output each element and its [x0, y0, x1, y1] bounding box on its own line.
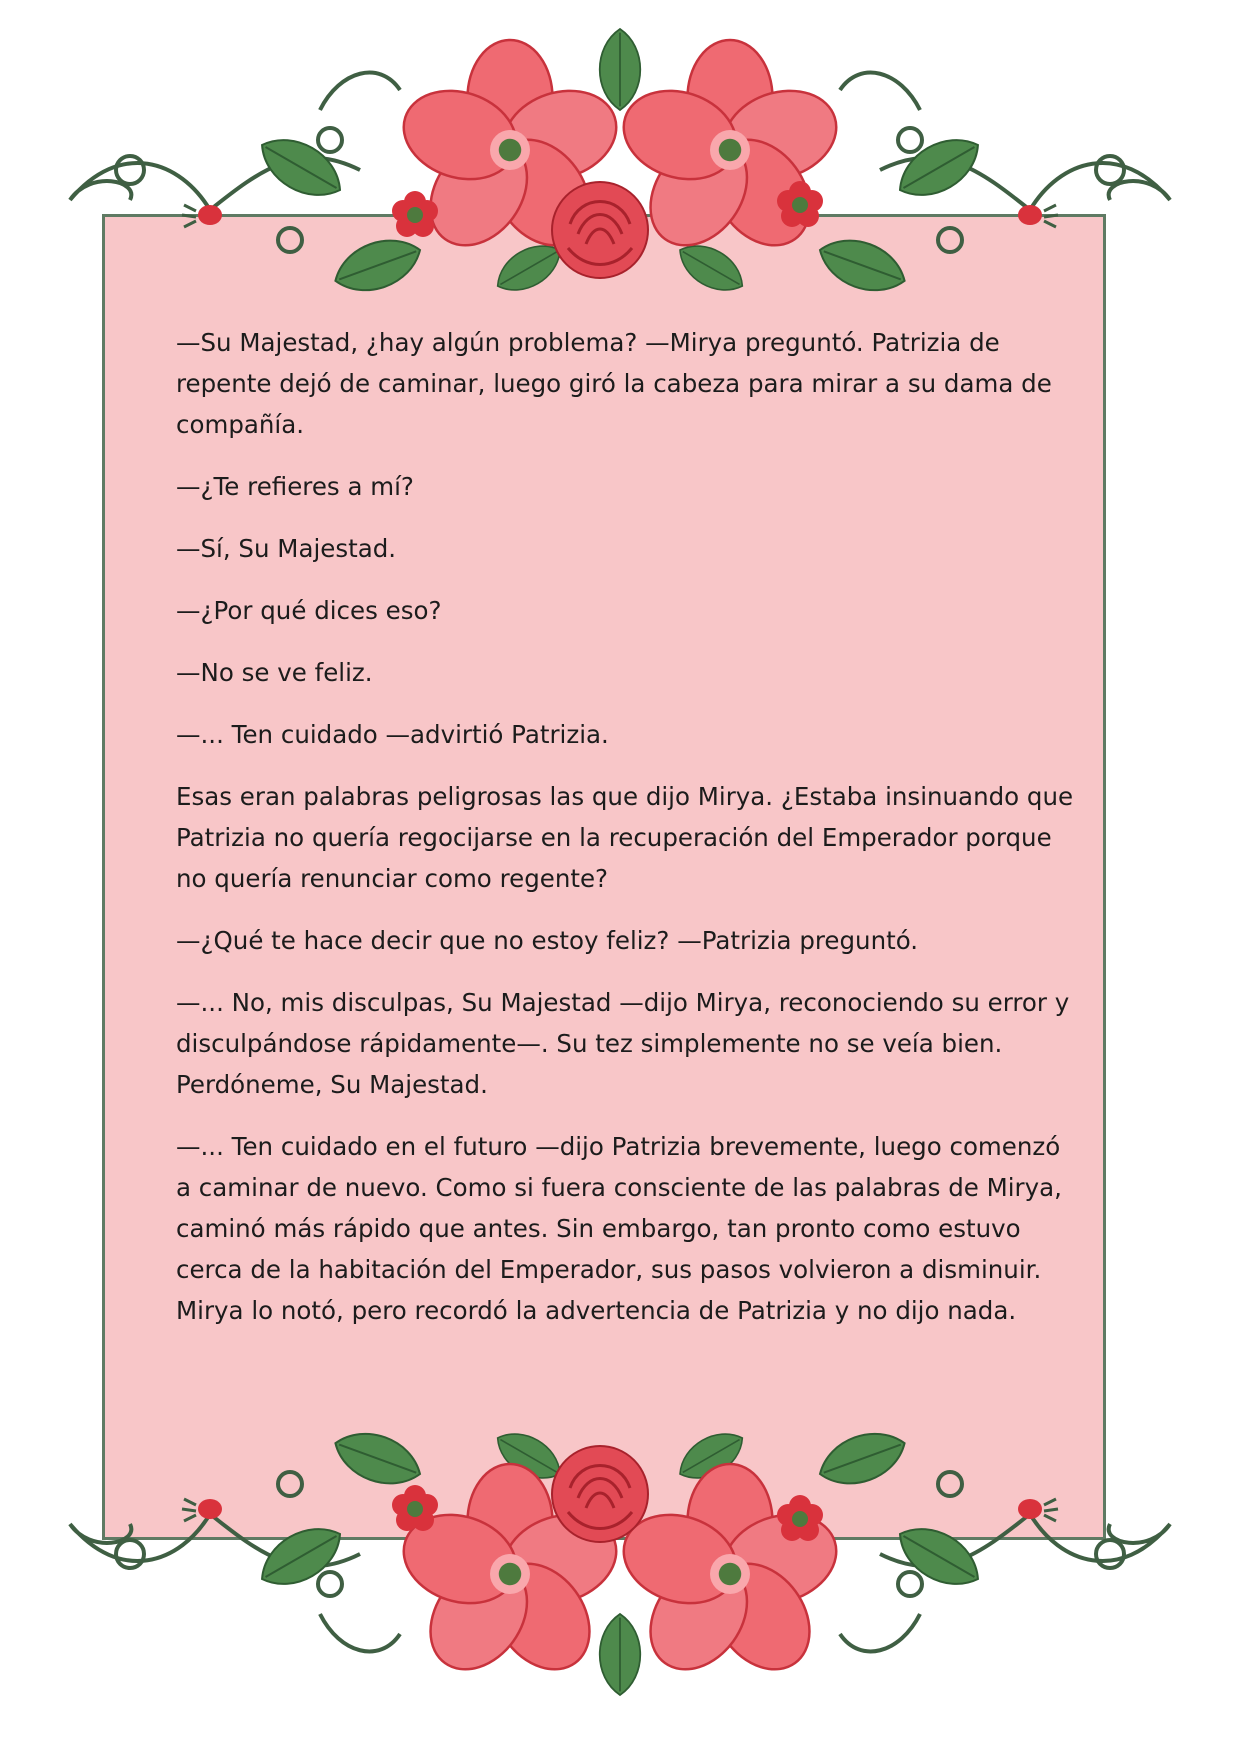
paragraph: —Su Majestad, ¿hay algún problema? —Mirya preguntó. Patrizia de repente dejó de caminar, luego giró la cabeza para mirar a su dama de compañía. [176, 328, 1052, 439]
paragraph: —¿Por qué dices eso? [176, 596, 442, 625]
floral-border-top [0, 0, 1240, 300]
floral-border-bottom [0, 1424, 1240, 1724]
paragraph: Esas eran palabras peligrosas las que dijo Mirya. ¿Estaba insinuando que Patrizia no quería regocijarse en la recuperación del Emperador porque no quería renunciar como regente? [176, 782, 1074, 893]
paragraph: —¿Te refieres a mí? [176, 472, 414, 501]
paragraph: —... Ten cuidado —advirtió Patrizia. [176, 720, 609, 749]
paragraph: —Sí, Su Majestad. [176, 534, 397, 563]
paragraph: —... Ten cuidado en el futuro —dijo Patrizia brevemente, luego comenzó a caminar de nuevo. Como si fuera consciente de las palabras de Mirya, caminó más rápido que antes. Sin embargo, tan pronto como estuvo cerca de la habitación del Emperador, sus pasos volvieron a disminuir. Mirya lo notó, pero recordó la advertencia de Patrizia y no dijo nada. [176, 1132, 1062, 1325]
paragraph: —¿Qué te hace decir que no estoy feliz? —Patrizia preguntó. [176, 926, 919, 955]
story-text [176, 322, 1076, 1352]
paragraph: —No se ve feliz. [176, 658, 373, 687]
paragraph: —... No, mis disculpas, Su Majestad —dijo Mirya, reconociendo su error y disculpándose rápidamente—. Su tez simplemente no se veía bien. Perdóneme, Su Majestad. [176, 988, 1070, 1099]
